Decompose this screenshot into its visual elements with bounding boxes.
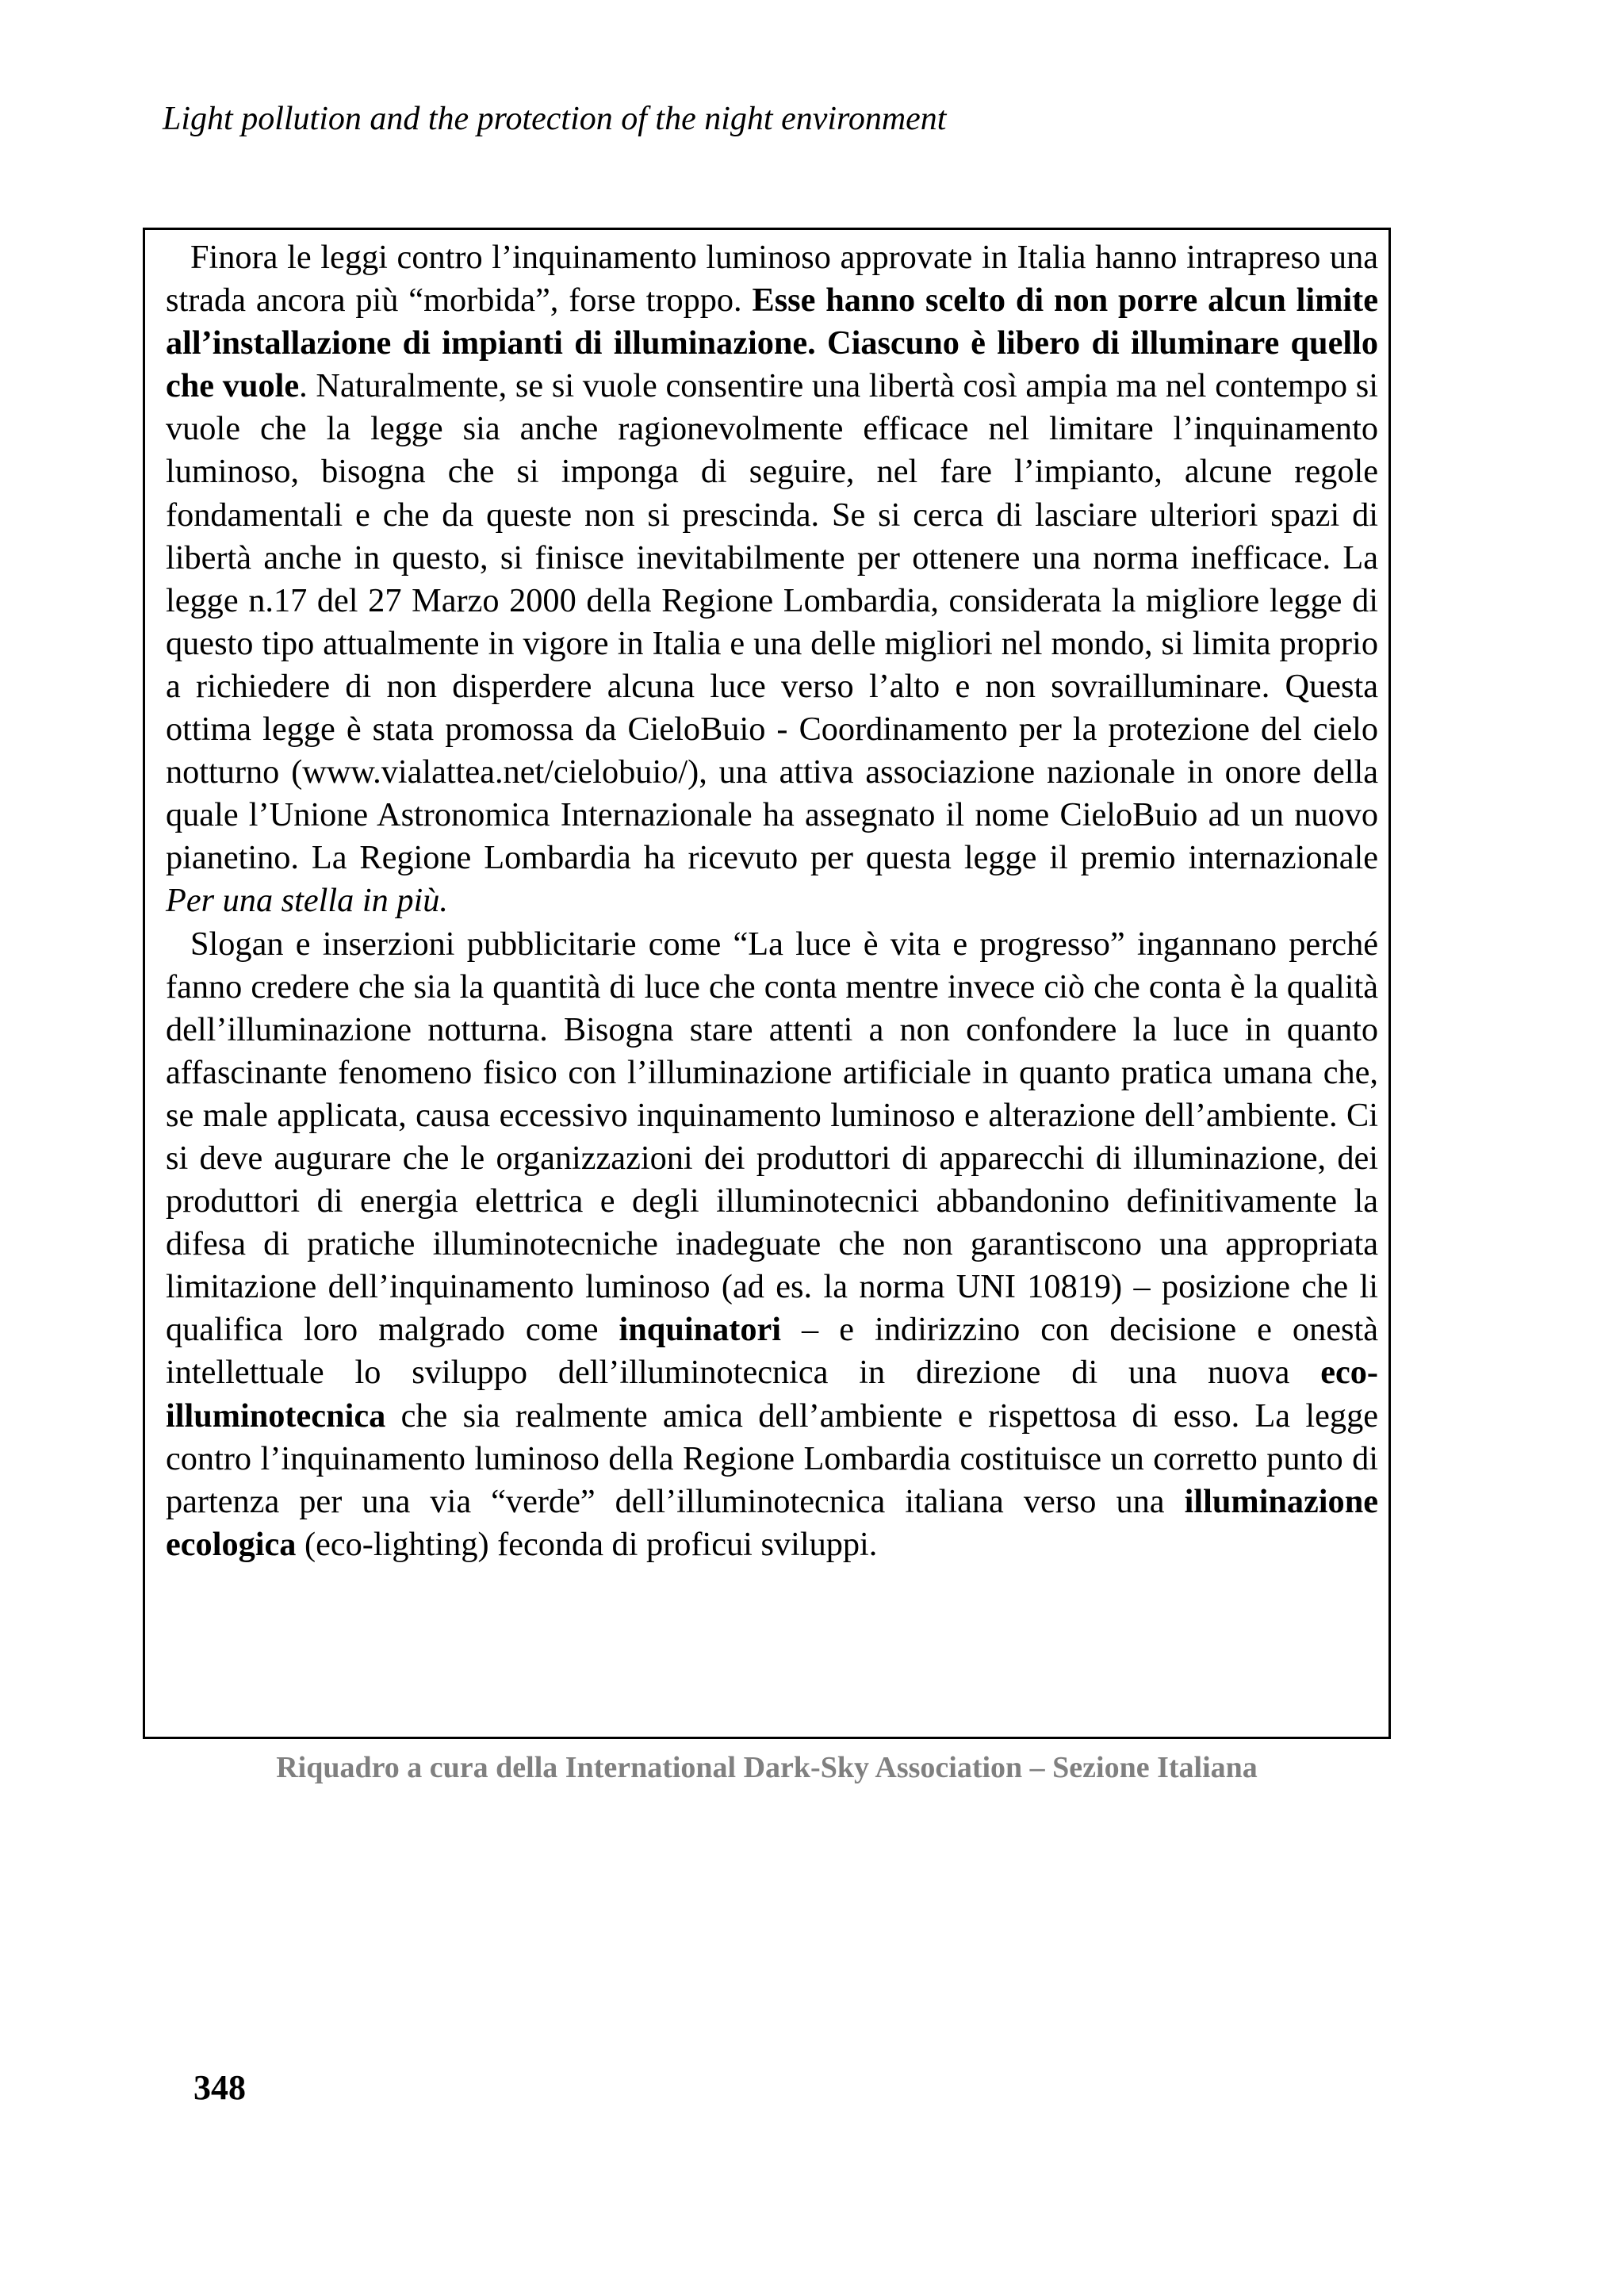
- page-number: 348: [193, 2068, 246, 2107]
- term-eco-illuminotecnica: eco-illuminotecnica: [166, 1354, 1378, 1435]
- award-name: Per una stella in più.: [166, 882, 448, 920]
- term-inquinatori: inquinatori: [619, 1311, 782, 1349]
- box-caption: Riquadro a cura della International Dark-Sky Association – Sezione Italiana: [276, 1751, 1258, 1784]
- paragraph-1-text-cont: . Naturalmente, se si vuole consentire una libertà così ampia ma nel contempo si vuole che la legge sia anche ragionevolmente efficace nel limitare l’inquinamento luminoso, bisogna che si imponga di seguire, nel fare l’impianto, alcune regole fondamentali e che da queste non si prescinda. Se si cerca di lasciare ulteriori spazi di libertà anche in questo, si finisce inevitabilmente per ottenere una norma inefficace. La legge n.17 del 27 Marzo 2000 della Regione Lombardia, considerata la migliore legge di questo tipo attualmente in vigore in Italia e una delle migliori nel mondo, si limita proprio a richiedere di non disperdere alcuna luce verso l’alto e non sovrailluminare. Questa ottima legge è stata promossa da CieloBuio - Coordinamento per la protezione del cielo notturno (www.vialattea.net/cielobuio/), una attiva associazione nazionale in onore della quale l’Unione Astronomica Internazionale ha assegnato il nome CieloBuio ad un nuovo pianetino. La Regione Lombardia ha ricevuto per questa legge il premio internazionale: [166, 367, 1378, 877]
- paragraph-1-text: Finora le leggi contro l’inquinamento luminoso approvate in Italia hanno intrapreso una strada ancora più “morbida”, forse troppo.: [166, 239, 1378, 320]
- text-box: [143, 228, 1391, 1739]
- paragraph-2-text-end: (eco-lighting) feconda di proficui sviluppi.: [296, 1525, 878, 1563]
- paragraph-2-text-cont: – e indirizzino con decisione e onestà intellettuale lo sviluppo dell’illuminotecnica in direzione di una nuova: [166, 1311, 1378, 1392]
- running-header: Light pollution and the protection of the night environment: [163, 101, 947, 137]
- paragraph-2-text: Slogan e inserzioni pubblicitarie come “La luce è vita e progresso” ingannano perché fanno credere che sia la quantità di luce che conta mentre invece ciò che conta è la qualità dell’illuminazione notturna. Bisogna stare attenti a non confondere la luce in quanto affascinante fenomeno fisico con l’illuminazione artificiale in quanto pratica umana che, se male applicata, causa eccessivo inquinamento luminoso e alterazione dell’ambiente. Ci si deve augurare che le organizzazioni dei produttori di apparecchi di illuminazione, dei produttori di energia elettrica e degli illuminotecnici abbandonino definitivamente la difesa di pratiche illuminotecniche inadeguate che non garantiscono una appropriata limitazione dell’inquinamento luminoso (ad es. la norma UNI 10819) – posizione che li qualifica loro malgrado come: [166, 925, 1378, 1349]
- box-paragraph-2: [166, 923, 1378, 1566]
- term-illuminazione-ecologica: illuminazione ecologica: [166, 1482, 1378, 1563]
- paragraph-2-text-cont-2: che sia realmente amica dell’ambiente e rispettosa di esso. La legge contro l’inquinamento luminoso della Regione Lombardia costituisce un corretto punto di partenza per una via “verde” dell’illuminotecnica italiana verso una: [166, 1396, 1378, 1520]
- paragraph-1-bold-statement: Esse hanno scelto di non porre alcun limite all’installazione di impianti di illuminazione. Ciascuno è libero di illuminare quello che vuole: [166, 282, 1378, 405]
- box-paragraph-1: [166, 236, 1378, 923]
